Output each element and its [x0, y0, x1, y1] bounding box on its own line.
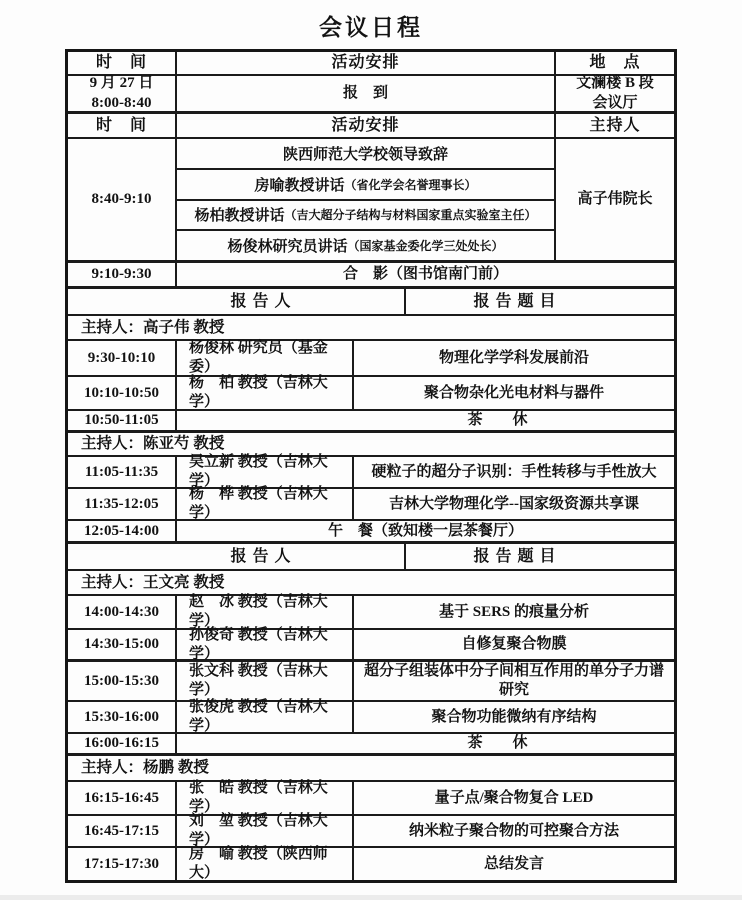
talk-row	[68, 662, 674, 702]
talk-title: 纳米粒子聚合物的可控聚合方法	[408, 822, 619, 839]
talk-row	[68, 813, 674, 848]
scan-edge-artifact	[0, 895, 742, 900]
opening-block	[68, 139, 674, 263]
header-time: 时 间	[68, 52, 177, 74]
talk-row	[68, 699, 674, 734]
tea-time: 16:00-16:15	[68, 734, 177, 753]
tea-break-row	[68, 734, 674, 756]
opening-host: 高子伟院长	[577, 191, 653, 208]
talk-title: 吉林大学物理化学--国家级资源共享课	[389, 495, 639, 512]
registration-row	[68, 76, 674, 114]
schedule-table	[65, 49, 677, 883]
registration-date: 9 月 27 日	[89, 75, 154, 91]
session3-host: 主持人：王文亮 教授	[81, 573, 225, 591]
talk-speaker: 孙俊奇 教授（吉林大学）	[177, 630, 354, 659]
tea-label: 茶 休	[467, 735, 528, 752]
session2-host: 主持人：陈亚芍 教授	[81, 435, 225, 453]
talk-speaker: 张 皓 教授（吉林大学）	[177, 782, 354, 814]
talk-time: 10:10-10:50	[68, 377, 177, 409]
registration-place	[556, 76, 674, 111]
talk-title: 基于 SERS 的痕量分析	[438, 603, 590, 620]
opening-item: 杨俊林研究员讲话 （国家基金委化学三处处长）	[227, 239, 504, 256]
registration-time-range: 8:00-8:40	[91, 94, 152, 111]
session1-host: 主持人：高子伟 教授	[81, 318, 225, 336]
registration-place-line2: 会议厅	[592, 94, 638, 111]
talk-row	[68, 486, 674, 521]
header-place: 地 点	[589, 54, 641, 71]
talk-speaker: 赵 冰 教授（吉林大学）	[177, 596, 354, 628]
registration-time	[68, 76, 177, 111]
talk-time: 14:00-14:30	[68, 596, 177, 628]
talk-time: 15:30-16:00	[68, 702, 177, 732]
talks-header-title: 报 告 题 目	[473, 292, 557, 310]
talk-title: 硬粒子的超分子识别：手性转移与手性放大	[371, 463, 657, 480]
talk-title: 超分子组装体中分子间相互作用的单分子力谱研究	[363, 663, 664, 698]
talk-row	[68, 596, 674, 630]
registration-activity: 报 到	[177, 76, 556, 111]
opening-time: 8:40-9:10	[68, 139, 177, 260]
talk-speaker: 刘 堃 教授（吉林大学）	[177, 816, 354, 846]
header-activity-2: 活动安排	[177, 114, 556, 137]
talks-header-2	[68, 544, 674, 571]
talk-time: 15:00-15:30	[68, 662, 177, 700]
talk-time: 9:30-10:10	[68, 341, 177, 375]
talk-row	[68, 848, 674, 880]
talk-row	[68, 454, 674, 489]
talk-title: 聚合物杂化光电材料与器件	[423, 384, 604, 401]
session4-host-row	[68, 756, 674, 782]
header-row-host	[68, 114, 674, 139]
session2-host-row	[68, 433, 674, 457]
lunch-time: 12:05-14:00	[68, 521, 177, 541]
talk-speaker: 杨俊林 研究员（基金委）	[177, 341, 354, 375]
talk-row	[68, 341, 674, 377]
talk-time: 11:05-11:35	[68, 457, 177, 487]
talk-speaker: 吴立新 教授（吉林大学）	[177, 457, 354, 487]
talk-time: 17:15-17:30	[68, 848, 177, 880]
talks-header-title: 报 告 题 目	[473, 547, 557, 565]
header-time-2: 时 间	[68, 114, 177, 137]
talk-time: 16:15-16:45	[68, 782, 177, 814]
talks-header-speaker: 报 告 人	[118, 544, 406, 569]
photo-time: 9:10-9:30	[68, 263, 177, 286]
page-title: 会议日程	[319, 15, 423, 40]
opening-activities	[177, 139, 556, 260]
session3-host-row	[68, 571, 674, 596]
lunch-label: 午 餐（致知楼一层茶餐厅）	[327, 522, 523, 539]
talk-row	[68, 626, 674, 662]
registration-place-line1: 文澜楼 B 段	[576, 75, 654, 91]
talk-time: 16:45-17:15	[68, 816, 177, 846]
talks-header-1	[68, 289, 674, 316]
talk-title: 物理化学学科发展前沿	[438, 349, 589, 366]
talks-header-speaker: 报 告 人	[118, 289, 406, 314]
talk-title: 自修复聚合物膜	[461, 636, 567, 653]
talk-title: 聚合物功能微纳有序结构	[431, 708, 597, 725]
opening-item: 房喻教授讲话 （省化学会名誉理事长）	[177, 170, 554, 201]
session1-host-row	[68, 316, 674, 341]
talk-time: 14:30-15:00	[68, 630, 177, 659]
header-row-place	[68, 52, 674, 76]
talk-time: 11:35-12:05	[68, 489, 177, 519]
talk-title: 总结发言	[483, 855, 544, 872]
talk-speaker: 张俊虎 教授（吉林大学）	[177, 702, 354, 732]
header-host: 主持人	[589, 116, 641, 134]
header-activity: 活动安排	[177, 52, 556, 74]
session4-host: 主持人：杨鹏 教授	[81, 759, 209, 777]
photo-row	[68, 263, 674, 289]
opening-item: 陕西师范大学校领导致辞	[177, 139, 554, 170]
photo-activity: 合 影（图书馆南门前）	[342, 266, 508, 283]
tea-break-row	[68, 411, 674, 433]
tea-label: 茶 休	[467, 412, 528, 429]
opening-item: 杨柏教授讲话 （吉大超分子结构与材料国家重点实验室主任）	[177, 201, 554, 232]
talk-speaker: 杨 柏 教授（吉林大学）	[177, 377, 354, 409]
talk-speaker: 张文科 教授（吉林大学）	[177, 662, 354, 700]
talk-speaker: 房 喻 教授（陕西师大）	[177, 848, 354, 880]
talk-speaker: 杨 桦 教授（吉林大学）	[177, 489, 354, 519]
lunch-row	[68, 521, 674, 544]
talk-row	[68, 377, 674, 411]
tea-time: 10:50-11:05	[68, 411, 177, 430]
talk-title: 量子点/聚合物复合 LED	[434, 789, 594, 806]
talk-row	[68, 782, 674, 816]
